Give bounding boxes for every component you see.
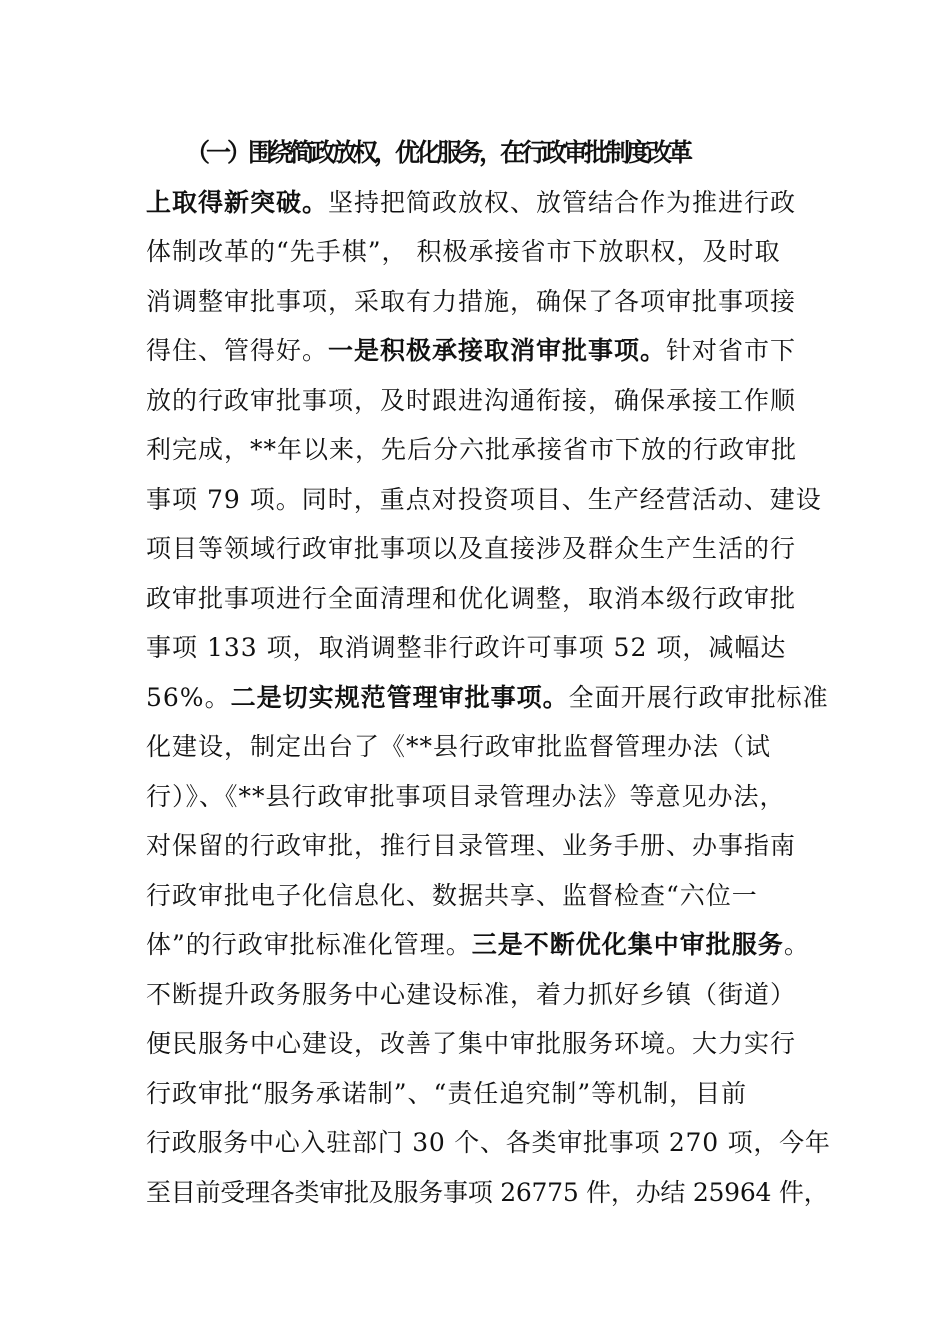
body-text-segment: 事项 79 项。同时，重点对投资项目、生产经营活动、建设 <box>146 484 822 514</box>
text-line <box>146 777 836 817</box>
text-line <box>146 1123 836 1163</box>
text-line <box>146 727 836 767</box>
body-text-segment: 至目前受理各类审批及服务事项 26775 件，办结 25964 件， <box>146 1177 829 1207</box>
text-line <box>146 925 836 965</box>
body-text-segment: 行政服务中心入驻部门 30 个、各类审批事项 270 项，今年 <box>146 1128 831 1157</box>
body-text-segment: 针对省市下 <box>666 336 797 365</box>
body-text-segment: 。 <box>783 930 810 959</box>
body-text-segment: 放的行政审批事项，及时跟进沟通衔接，确保承接工作顺 <box>146 385 797 415</box>
body-text-segment: 行政审批“服务承诺制”、“责任追究制”等机制，目前 <box>146 1078 748 1108</box>
body-text-segment: 行政审批电子化信息化、数据共享、监督检查“六位一 <box>146 880 758 910</box>
text-line <box>146 1173 836 1213</box>
bold-heading-text: 二是切实规范管理审批事项。 <box>230 682 569 712</box>
text-line <box>146 1074 836 1114</box>
text-line <box>146 678 836 718</box>
body-text-segment: 体”的行政审批标准化管理。 <box>146 930 472 959</box>
bold-heading-text: 三是不断优化集中审批服务 <box>471 930 784 959</box>
body-text-segment: 行）》、《**县行政审批事项目录管理办法》等意见办法， <box>146 781 786 811</box>
bold-heading-text: 一是积极承接取消审批事项。 <box>328 336 667 365</box>
body-text-segment: 利完成，**年以来，先后分六批承接省市下放的行政审批 <box>146 435 798 464</box>
bold-heading-text: （一）围绕简政放权，优化服务，在行政审批制度改革 <box>185 138 690 167</box>
body-text-segment: 得住、管得好。 <box>146 336 329 365</box>
body-text-segment: 不断提升政务服务中心建设标准，着力抓好乡镇（街道） <box>146 979 797 1009</box>
body-text-segment: 消调整审批事项，采取有力措施，确保了各项审批事项接 <box>146 286 797 316</box>
body-text-segment: 56%。 <box>146 682 231 712</box>
text-line <box>146 579 836 619</box>
body-text-segment: 事项 133 项，取消调整非行政许可事项 52 项，减幅达 <box>146 633 787 662</box>
text-line <box>146 1024 836 1064</box>
text-line <box>146 381 836 421</box>
text-line <box>146 876 836 916</box>
body-text-segment: 坚持把简政放权、放管结合作为推进行政 <box>328 187 797 217</box>
text-line <box>146 975 836 1015</box>
text-line <box>146 183 836 223</box>
text-line <box>146 628 836 668</box>
text-line <box>146 232 836 272</box>
body-text-segment: 对保留的行政审批，推行目录管理、业务手册、办事指南 <box>146 831 797 860</box>
text-line <box>146 480 836 520</box>
text-line <box>185 133 875 173</box>
text-line <box>146 529 836 569</box>
body-text-segment: 化建设，制定出台了《**县行政审批监督管理办法（试 <box>146 732 772 761</box>
text-line <box>146 430 836 470</box>
bold-heading-text: 上取得新突破。 <box>146 187 329 217</box>
body-text-segment: 政审批事项进行全面清理和优化调整，取消本级行政审批 <box>146 583 797 613</box>
body-text-segment: 体制改革的“先手棋”， 积极承接省市下放职权，及时取 <box>146 237 781 266</box>
body-text-segment: 全面开展行政审批标准 <box>568 682 829 712</box>
text-line <box>146 331 836 371</box>
text-line <box>146 282 836 322</box>
body-text-segment: 便民服务中心建设，改善了集中审批服务环境。大力实行 <box>146 1029 797 1058</box>
text-line <box>146 826 836 866</box>
body-text-segment: 项目等领域行政审批事项以及直接涉及群众生产生活的行 <box>146 534 797 563</box>
